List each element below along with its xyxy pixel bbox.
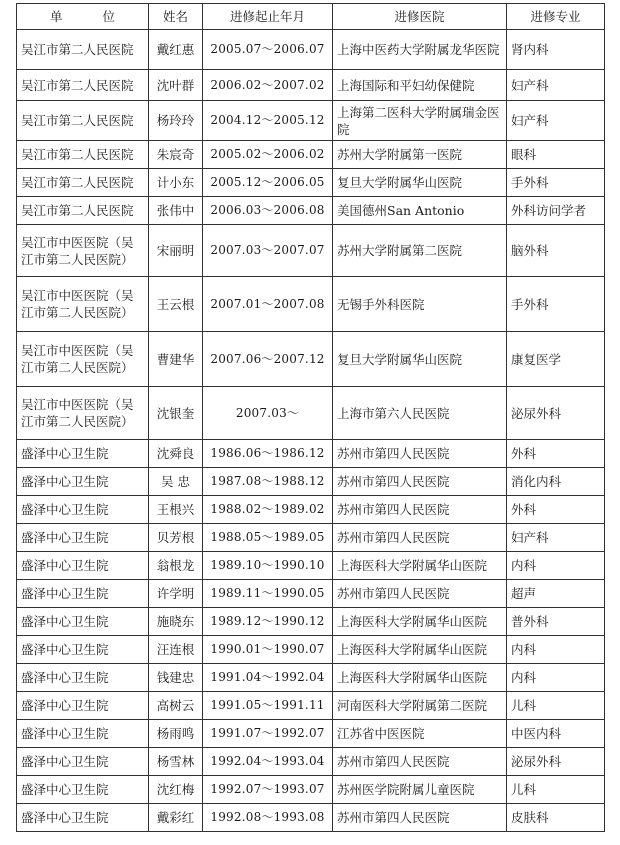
- cell-specialty: 外科: [507, 496, 605, 524]
- cell-name: 沈银奎: [149, 387, 203, 440]
- cell-unit: 盛泽中心卫生院: [17, 440, 149, 468]
- cell-hospital: 苏州市第四人民医院: [333, 496, 507, 524]
- cell-specialty: 中医内科: [507, 720, 605, 748]
- cell-hospital: 上海医科大学附属华山医院: [333, 608, 507, 636]
- cell-unit: 盛泽中心卫生院: [17, 804, 149, 832]
- table-row: [17, 225, 605, 277]
- table-row: [17, 608, 605, 636]
- cell-unit: 吴江市第二人民医院: [17, 169, 149, 197]
- cell-unit: 盛泽中心卫生院: [17, 748, 149, 776]
- table-header: [17, 4, 605, 30]
- cell-specialty: 儿科: [507, 692, 605, 720]
- cell-unit: 盛泽中心卫生院: [17, 664, 149, 692]
- cell-specialty: 手外科: [507, 169, 605, 197]
- cell-hospital: 苏州市第四人民医院: [333, 468, 507, 496]
- cell-specialty: 泌尿外科: [507, 748, 605, 776]
- cell-specialty: 妇产科: [507, 70, 605, 101]
- cell-name: 朱宸奇: [149, 141, 203, 169]
- cell-period: 1987.08～1988.12: [203, 468, 333, 496]
- cell-specialty: 康复医学: [507, 332, 605, 387]
- cell-period: 2005.02～2006.02: [203, 141, 333, 169]
- cell-specialty: 眼科: [507, 141, 605, 169]
- cell-period: 1992.07～1993.07: [203, 776, 333, 804]
- cell-hospital: 上海医科大学附属华山医院: [333, 552, 507, 580]
- cell-unit: 盛泽中心卫生院: [17, 468, 149, 496]
- cell-name: 戴彩红: [149, 804, 203, 832]
- cell-unit: 盛泽中心卫生院: [17, 720, 149, 748]
- cell-hospital: 苏州大学附属第二医院: [333, 225, 507, 277]
- table-row: [17, 580, 605, 608]
- cell-specialty: 手外科: [507, 277, 605, 332]
- cell-name: 沈舜良: [149, 440, 203, 468]
- cell-name: 高树云: [149, 692, 203, 720]
- cell-specialty: 妇产科: [507, 524, 605, 552]
- cell-unit: 吴江市中医医院（吴江市第二人民医院）: [17, 387, 149, 440]
- table-row: [17, 776, 605, 804]
- table-row: [17, 197, 605, 225]
- cell-hospital: 上海市第六人民医院: [333, 387, 507, 440]
- table-body: [17, 30, 605, 832]
- cell-period: 1992.04～1993.04: [203, 748, 333, 776]
- cell-hospital: 苏州市第四人民医院: [333, 440, 507, 468]
- cell-name: 曹建华: [149, 332, 203, 387]
- cell-hospital: 河南医科大学附属第二医院: [333, 692, 507, 720]
- cell-name: 宋丽明: [149, 225, 203, 277]
- table-row: [17, 101, 605, 141]
- cell-period: 2007.06～2007.12: [203, 332, 333, 387]
- cell-hospital: 上海第二医科大学附属瑞金医院: [333, 101, 507, 141]
- cell-name: 钱建忠: [149, 664, 203, 692]
- cell-unit: 吴江市第二人民医院: [17, 197, 149, 225]
- cell-period: 1992.08～1993.08: [203, 804, 333, 832]
- cell-name: 翁根龙: [149, 552, 203, 580]
- cell-unit: 吴江市中医医院（吴江市第二人民医院）: [17, 277, 149, 332]
- cell-hospital: 苏州市第四人民医院: [333, 748, 507, 776]
- cell-name: 施晓东: [149, 608, 203, 636]
- cell-unit: 吴江市第二人民医院: [17, 70, 149, 101]
- cell-name: 杨雪林: [149, 748, 203, 776]
- cell-name: 许学明: [149, 580, 203, 608]
- cell-hospital: 江苏省中医医院: [333, 720, 507, 748]
- cell-hospital: 苏州大学附属第一医院: [333, 141, 507, 169]
- cell-period: 1991.05～1991.11: [203, 692, 333, 720]
- header-specialty: 进修专业: [507, 4, 605, 30]
- cell-hospital: 上海中医药大学附属龙华医院: [333, 30, 507, 70]
- cell-period: 1991.07～1992.07: [203, 720, 333, 748]
- cell-unit: 吴江市第二人民医院: [17, 101, 149, 141]
- table-row: [17, 552, 605, 580]
- cell-unit: 盛泽中心卫生院: [17, 496, 149, 524]
- cell-specialty: 肾内科: [507, 30, 605, 70]
- cell-period: 2005.07～2006.07: [203, 30, 333, 70]
- header-name: 姓名: [149, 4, 203, 30]
- cell-period: 1989.10～1990.10: [203, 552, 333, 580]
- table-row: [17, 169, 605, 197]
- table-row: [17, 748, 605, 776]
- cell-period: 1990.01～1990.07: [203, 636, 333, 664]
- cell-hospital: 复旦大学附属华山医院: [333, 332, 507, 387]
- training-record-table: [16, 3, 605, 832]
- table-row: [17, 440, 605, 468]
- cell-period: 2007.01～2007.08: [203, 277, 333, 332]
- cell-specialty: 内科: [507, 636, 605, 664]
- cell-name: 沈叶群: [149, 70, 203, 101]
- cell-name: 王云根: [149, 277, 203, 332]
- cell-hospital: 复旦大学附属华山医院: [333, 169, 507, 197]
- cell-hospital: 美国德州San Antonio: [333, 197, 507, 225]
- cell-name: 张伟中: [149, 197, 203, 225]
- cell-unit: 盛泽中心卫生院: [17, 776, 149, 804]
- cell-hospital: 无锡手外科医院: [333, 277, 507, 332]
- cell-unit: 吴江市第二人民医院: [17, 30, 149, 70]
- cell-period: 1986.06～1986.12: [203, 440, 333, 468]
- cell-period: 2006.03～2006.08: [203, 197, 333, 225]
- cell-period: 2004.12～2005.12: [203, 101, 333, 141]
- table-row: [17, 692, 605, 720]
- cell-specialty: 外科访问学者: [507, 197, 605, 225]
- table-row: [17, 70, 605, 101]
- cell-specialty: 内科: [507, 552, 605, 580]
- cell-hospital: 上海医科大学附属华山医院: [333, 636, 507, 664]
- cell-unit: 盛泽中心卫生院: [17, 552, 149, 580]
- cell-specialty: 儿科: [507, 776, 605, 804]
- header-period: 进修起止年月: [203, 4, 333, 30]
- cell-hospital: 苏州市第四人民医院: [333, 804, 507, 832]
- cell-unit: 盛泽中心卫生院: [17, 636, 149, 664]
- table-row: [17, 524, 605, 552]
- cell-specialty: 普外科: [507, 608, 605, 636]
- table-row: [17, 468, 605, 496]
- cell-unit: 吴江市中医医院（吴江市第二人民医院）: [17, 332, 149, 387]
- cell-specialty: 外科: [507, 440, 605, 468]
- cell-specialty: 消化内科: [507, 468, 605, 496]
- cell-hospital: 上海医科大学附属华山医院: [333, 664, 507, 692]
- cell-period: 2007.03～: [203, 387, 333, 440]
- table-row: [17, 30, 605, 70]
- cell-name: 沈红梅: [149, 776, 203, 804]
- cell-period: 1988.05～1989.05: [203, 524, 333, 552]
- cell-unit: 盛泽中心卫生院: [17, 524, 149, 552]
- cell-name: 王根兴: [149, 496, 203, 524]
- table-row: [17, 496, 605, 524]
- cell-name: 吴 忠: [149, 468, 203, 496]
- cell-unit: 吴江市第二人民医院: [17, 141, 149, 169]
- header-unit: 单 位: [17, 4, 149, 30]
- cell-hospital: 苏州市第四人民医院: [333, 524, 507, 552]
- cell-specialty: 超声: [507, 580, 605, 608]
- table-row: [17, 277, 605, 332]
- cell-specialty: 妇产科: [507, 101, 605, 141]
- cell-period: 1988.02～1989.02: [203, 496, 333, 524]
- cell-hospital: 苏州市第四人民医院: [333, 580, 507, 608]
- cell-name: 杨雨鸣: [149, 720, 203, 748]
- cell-unit: 盛泽中心卫生院: [17, 692, 149, 720]
- cell-name: 汪连根: [149, 636, 203, 664]
- cell-unit: 盛泽中心卫生院: [17, 580, 149, 608]
- cell-period: 1991.04～1992.04: [203, 664, 333, 692]
- cell-specialty: 脑外科: [507, 225, 605, 277]
- cell-unit: 吴江市中医医院（吴江市第二人民医院）: [17, 225, 149, 277]
- training-record-sheet: [16, 3, 604, 832]
- table-row: [17, 720, 605, 748]
- table-row: [17, 141, 605, 169]
- cell-name: 杨玲玲: [149, 101, 203, 141]
- table-row: [17, 636, 605, 664]
- table-row: [17, 664, 605, 692]
- header-row: [17, 4, 605, 30]
- cell-hospital: 苏州医学院附属儿童医院: [333, 776, 507, 804]
- header-hospital: 进修医院: [333, 4, 507, 30]
- cell-unit: 盛泽中心卫生院: [17, 608, 149, 636]
- cell-hospital: 上海国际和平妇幼保健院: [333, 70, 507, 101]
- cell-name: 计小东: [149, 169, 203, 197]
- table-row: [17, 387, 605, 440]
- table-row: [17, 804, 605, 832]
- cell-name: 戴红惠: [149, 30, 203, 70]
- cell-period: 2006.02～2007.02: [203, 70, 333, 101]
- cell-period: 1989.12～1990.12: [203, 608, 333, 636]
- cell-period: 2007.03～2007.07: [203, 225, 333, 277]
- cell-specialty: 泌尿外科: [507, 387, 605, 440]
- cell-period: 2005.12～2006.05: [203, 169, 333, 197]
- table-row: [17, 332, 605, 387]
- cell-specialty: 内科: [507, 664, 605, 692]
- cell-name: 贝芳根: [149, 524, 203, 552]
- cell-specialty: 皮肤科: [507, 804, 605, 832]
- cell-period: 1989.11～1990.05: [203, 580, 333, 608]
